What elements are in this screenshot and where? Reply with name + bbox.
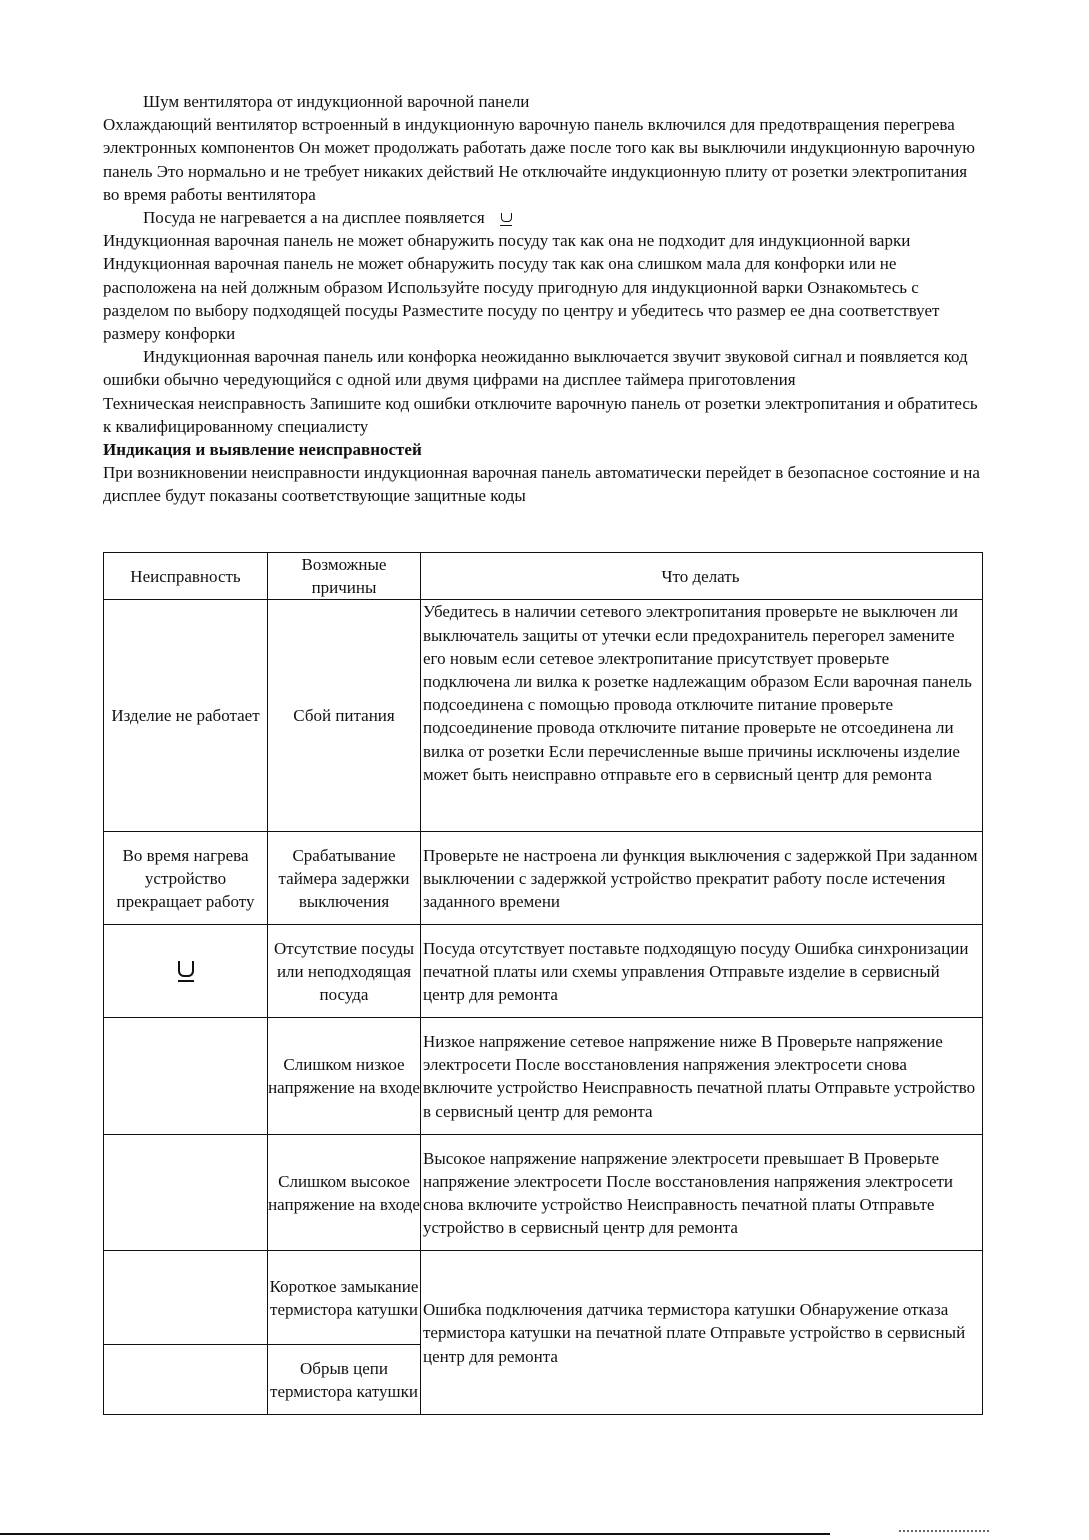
fan-noise-title (103, 90, 983, 113)
action-cell: Посуда отсутствует поставьте подходящую посуду Ошибка синхронизации печатной платы или схемы управления Отправьте изделие в сервисный центр для ремонта (421, 925, 983, 1018)
fault-cell (104, 1018, 268, 1135)
fan-noise-title-text: Шум вентилятора от индукционной варочной панели (143, 92, 530, 111)
pot-not-heating-title (103, 206, 983, 229)
header-cause: Возможные причины (268, 553, 421, 600)
cause-cell: Слишком высокое напряжение на входе (268, 1135, 421, 1251)
table-row (104, 1135, 983, 1251)
intro-section (103, 90, 983, 508)
cause-cell: Слишком низкое напряжение на входе (268, 1018, 421, 1135)
fault-cell (104, 1345, 268, 1415)
table-row (104, 1018, 983, 1135)
footer-rule (0, 1533, 830, 1535)
unexpected-off-title: Индукционная варочная панель или конфорка неожиданно выключается звучит звуковой сигнал и появляется код ошибки обычно чередующийся с одной или двумя цифрами на дисплее таймера приготовления (103, 347, 968, 390)
action-cell: Низкое напряжение сетевое напряжение ниже В Проверьте напряжение электросети После восстановления напряжения электросети снова включите устройство Неисправность печатной платы Отправьте устройство в сервисный центр для ремонта (421, 1018, 983, 1135)
no-pot-icon (501, 213, 512, 222)
fault-cell: Изделие не работает (104, 600, 268, 832)
fault-cell (104, 925, 268, 1018)
cause-cell: Короткое замыкание термистора катушки (268, 1251, 421, 1345)
pot-not-heating-text: Индукционная варочная панель не может обнаружить посуду так как она не подходит для индукционной варки Индукционная варочная панель не может обнаружить посуду так как она слишком мала для конфорки или не расположена на ней должным образом Используйте посуду пригодную для индукционной варки Ознакомьтесь с разделом по выбору подходящей посуды Разместите посуду по центру и убедитесь что размер ее дна соответствует размеру конфорки (103, 231, 940, 344)
cause-cell: Отсутствие посуды или неподходящая посуда (268, 925, 421, 1018)
troubleshooting-intro-text: При возникновении неисправности индукционная варочная панель автоматически перейдет в безопасное состояние и на дисплее будут показаны соответствующие защитные коды (103, 463, 980, 506)
table-header-row (104, 553, 983, 600)
action-cell: Проверьте не настроена ли функция выключения с задержкой При заданном выключении с задержкой устройство прекратит работу после истечения заданного времени (421, 832, 983, 925)
unexpected-off-text: Техническая неисправность Запишите код ошибки отключите варочную панель от розетки электропитания и обратитесь к квалифицированному специалисту (103, 393, 978, 436)
footer-mark (899, 1530, 989, 1539)
table-row (104, 1251, 983, 1345)
cause-cell: Обрыв цепи термистора катушки (268, 1345, 421, 1415)
action-cell: Убедитесь в наличии сетевого электропитания проверьте не выключен ли выключатель защиты от утечки если предохранитель перегорел замените его новым если сетевое электропитание присутствует проверьте подключена ли вилка к розетке надлежащим образом Если варочная панель подсоединена с помощью провода отключите питание проверьте подсоединение провода отключите питание проверьте не отсоединена ли вилка от розетки Если перечисленные выше причины исключены изделие может быть неисправно отправьте его в сервисный центр для ремонта (421, 600, 983, 832)
action-cell: Высокое напряжение напряжение электросети превышает В Проверьте напряжение электросети После восстановления напряжения электросети снова включите устройство Неисправность печатной платы Отправьте устройство в сервисный центр для ремонта (421, 1135, 983, 1251)
fault-cell (104, 1135, 268, 1251)
fault-cell: Во время нагрева устройство прекращает работу (104, 832, 268, 925)
troubleshooting-table (103, 552, 983, 1415)
table-row (104, 925, 983, 1018)
table-row (104, 832, 983, 925)
cause-cell: Сбой питания (268, 600, 421, 832)
table-row (104, 600, 983, 832)
fault-cell (104, 1251, 268, 1345)
header-fault: Неисправность (104, 553, 268, 600)
troubleshooting-heading: Индикация и выявление неисправностей (103, 440, 422, 460)
pot-not-heating-title-text: Посуда не нагревается а на дисплее появляется (143, 208, 485, 228)
no-pot-icon (178, 961, 194, 977)
fan-noise-text: Охлаждающий вентилятор встроенный в индукционную варочную панель включился для предотвращения перегрева электронных компонентов Он может продолжать работать даже после того как вы выключили индукционную варочную панель Это нормально и не требует никаких действий Не отключайте индукционную плиту от розетки электропитания во время работы вентилятора (103, 115, 975, 204)
merged-action-cell: Ошибка подключения датчика термистора катушки Обнаружение отказа термистора катушки на печатной плате Отправьте устройство в сервисный центр для ремонта (421, 1251, 983, 1415)
cause-cell: Срабатывание таймера задержки выключения (268, 832, 421, 925)
header-action: Что делать (421, 553, 983, 600)
